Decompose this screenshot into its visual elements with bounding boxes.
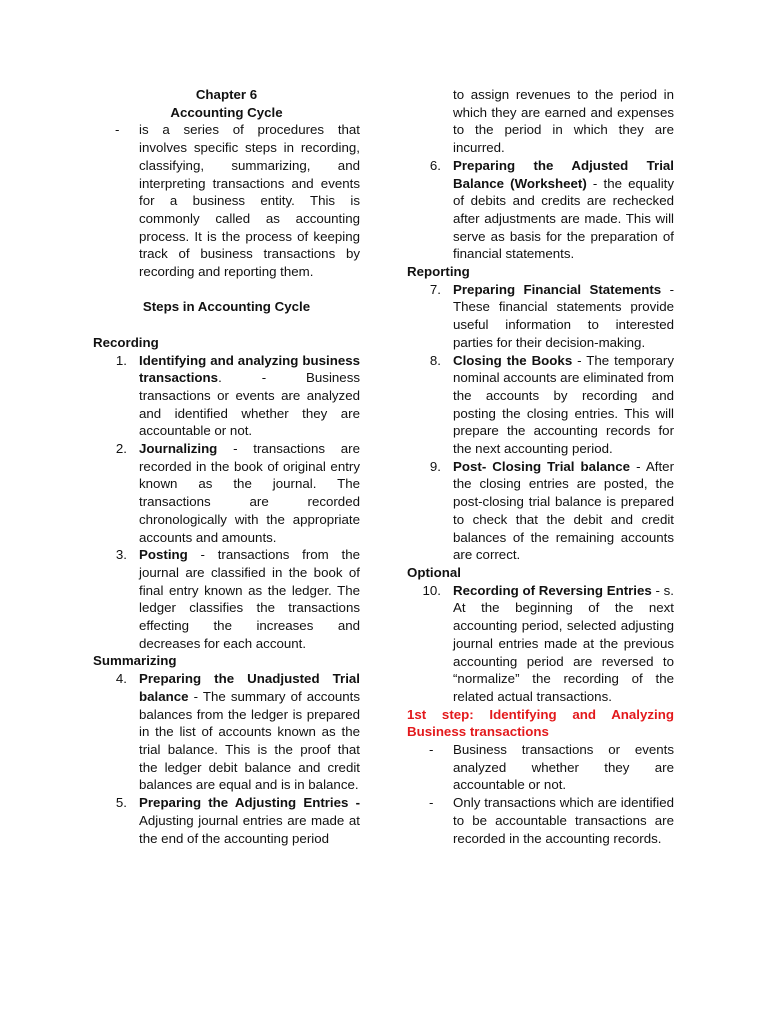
steps-heading: Steps in Accounting Cycle xyxy=(142,299,311,315)
step-text: - The summary of accounts balances from the ledger is prepared in the list of accounts known as the trial balance. This is the proof that the ledger debit balance and credit balances are equal and is in balance. xyxy=(139,688,360,793)
bullet-item: - Business transactions or events analyzed whether they are accountable or not. xyxy=(429,742,674,793)
step-title: Preparing the Adjusting Entries - xyxy=(139,795,360,811)
step-text: - s. At the beginning of the next accounting period, selected adjusting journal entries made at the previous accounting period are reversed to “normalize” the recording of the related actual transactions. xyxy=(453,582,674,704)
step-title: Post- Closing Trial balance xyxy=(453,458,631,474)
step-text: - the equality of debits and credits are rechecked after adjustments are made. This will serve as basis for the preparation of financial statements. xyxy=(453,175,674,262)
step-title: Posting xyxy=(139,547,188,563)
step-title: Preparing the Adjusted Trial Balance (Worksheet) xyxy=(453,157,674,191)
step-item: 4. Preparing the Unadjusted Trial balance - The summary of accounts balances from the ledger is prepared in the list of accounts known as the trial balance. This is the proof that the ledger debit balance and credit balances are equal and is in balance. xyxy=(115,671,360,793)
step-title: Journalizing xyxy=(139,441,218,457)
step-continuation: to assign revenues to the period in which they are earned and expenses to the period in which they are incurred. xyxy=(453,87,674,156)
section-reporting: Reporting xyxy=(407,264,470,280)
dash-bullet: - xyxy=(115,122,120,138)
section-summarizing: Summarizing xyxy=(93,653,177,669)
step-title: Preparing the Unadjusted Trial balance xyxy=(139,671,360,704)
bullet-item: - Only transactions which are identified to be accountable transactions are recorded in the accounting records. xyxy=(429,795,674,846)
step-item: 2. Journalizing - transactions are recorded in the book of original entry known as the journal. The transactions are recorded chronologically with the appropriate accounts and amounts. xyxy=(115,441,360,545)
dash-bullet: - xyxy=(429,795,434,811)
step-item: 7. Preparing Financial Statements - These financial statements provide useful information to interested parties for their decision-making. xyxy=(429,281,674,350)
step-text: - transactions from the journal are classified in the book of final entry known as the ledger. The ledger classifies the transactions effecting the increases and decreases for each account. xyxy=(139,547,360,651)
chapter-title: Accounting Cycle xyxy=(170,104,283,120)
intro-paragraph: - is a series of procedures that involves specific steps in recording, classifying, summarizing, and interpreting transactions and events for a business entity. This is commonly called as accounting process. It is the process of keeping track of business transactions by recording and reporting them. xyxy=(115,122,360,280)
step-title: Closing the Books xyxy=(453,352,573,368)
first-step-heading: 1st step: Identifying and Analyzing Business transactions xyxy=(407,706,674,740)
step-item: 1. Identifying and analyzing business transactions. - Business transactions or events are analyzed and identified whether they are accountable or not. xyxy=(115,352,360,439)
step-title: Preparing Financial Statements xyxy=(453,281,662,297)
step-item: 6. Preparing the Adjusted Trial Balance (Worksheet) - the equality of debits and credits are rechecked after adjustments are made. This will serve as basis for the preparation of financial statements. xyxy=(429,157,674,262)
step-title: Recording of Reversing Entries xyxy=(453,582,652,598)
section-optional: Optional xyxy=(407,564,461,580)
section-recording: Recording xyxy=(93,334,159,350)
step-item: 8. Closing the Books - The temporary nominal accounts are eliminated from the accounts by recording and posting the closing entries. This will prepare the accounting records for the next accounting period. xyxy=(429,352,674,457)
chapter-label: Chapter 6 xyxy=(195,87,258,102)
step-text: Adjusting journal entries are made at the end of the accounting period xyxy=(139,812,360,846)
step-text: - transactions are recorded in the book of original entry known as the journal. The transactions are recorded chronologically with the appropriate accounts and amounts. xyxy=(139,441,360,545)
step-item: 3. Posting - transactions from the journal are classified in the book of final entry known as the ledger. The ledger classifies the transactions effecting the increases and decreases for each account. xyxy=(115,547,360,651)
right-column xyxy=(407,86,674,847)
step-item: 10. Recording of Reversing Entries - s. At the beginning of the next accounting period, selected adjusting journal entries made at the previous accounting period are reversed to “normalize” the recording of the related actual transactions. xyxy=(422,582,674,704)
step-item: 9. Post- Closing Trial balance - After the closing entries are posted, the post-closing trial balance is prepared to check that the debit and credit balances of the remaining accounts are correct. xyxy=(429,458,674,563)
step-text: - These financial statements provide useful information to interested parties for their decision-making. xyxy=(453,281,674,350)
step-text: - After the closing entries are posted, the post-closing trial balance is prepared to check that the debit and credit balances of the remaining accounts are correct. xyxy=(453,458,674,563)
step-text: . - Business transactions or events are analyzed and identified whether they are accountable or not. xyxy=(139,370,360,439)
step-text: - The temporary nominal accounts are eliminated from the accounts by recording and posting the closing entries. This will prepare the accounting records for the next accounting period. xyxy=(453,352,674,457)
step-title: Identifying and analyzing business transactions xyxy=(139,352,360,386)
step-item: 5. Preparing the Adjusting Entries - Adjusting journal entries are made at the end of the accounting period xyxy=(115,795,360,846)
dash-bullet: - xyxy=(429,742,434,758)
left-column xyxy=(93,86,360,847)
